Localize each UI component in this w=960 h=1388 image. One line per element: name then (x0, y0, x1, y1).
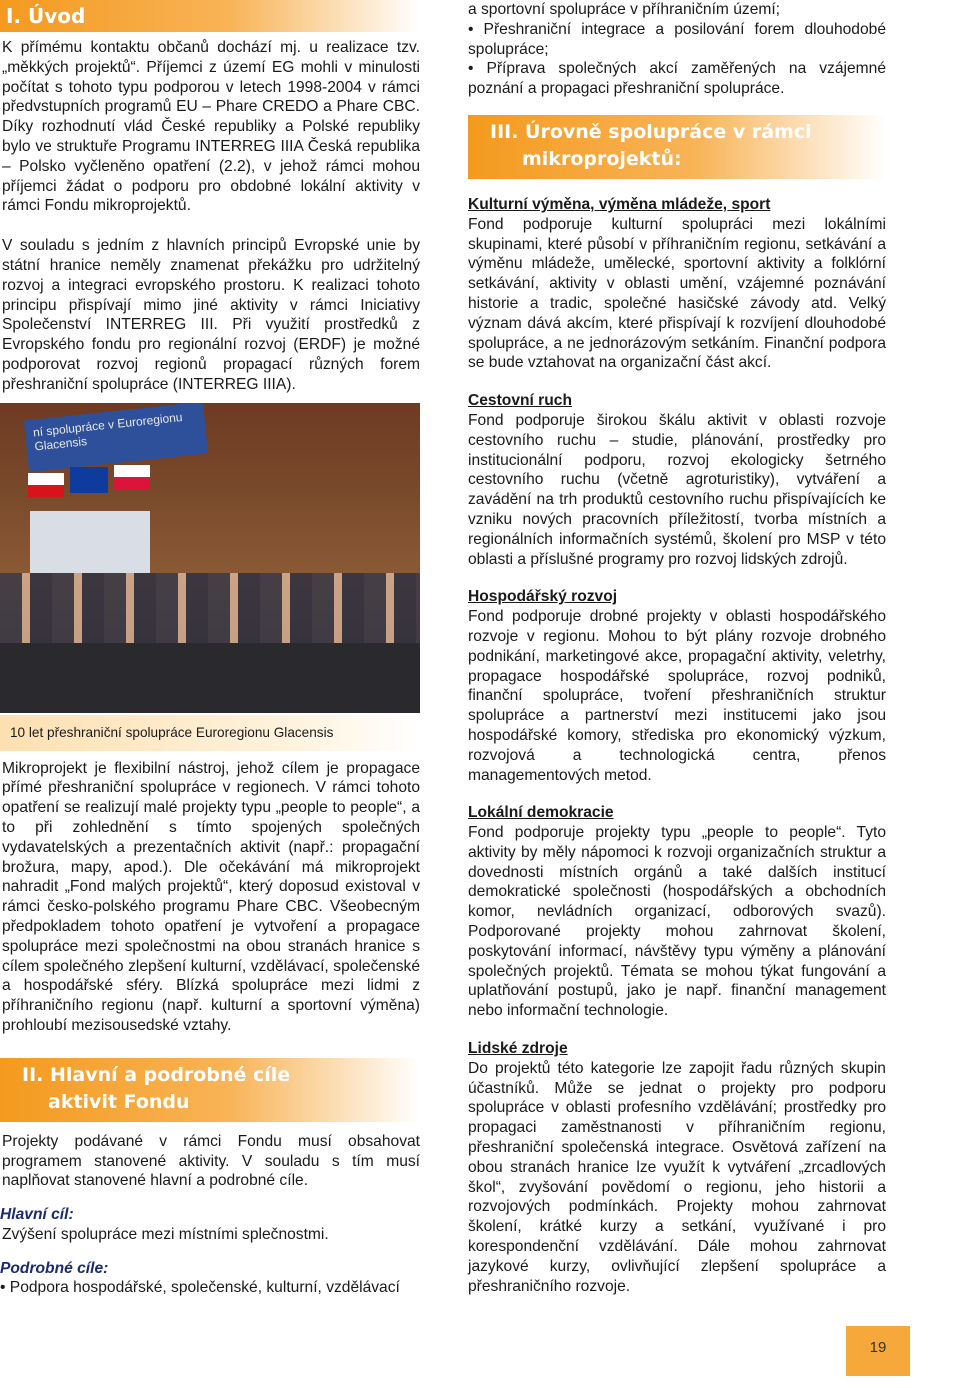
photo-table (0, 643, 420, 713)
sub-goal-item: • Podpora hospodářské, společenské, kulturní, vzdělávací (0, 1279, 400, 1297)
section-heading-band (0, 1058, 420, 1122)
photo-banner: ní spolupráce v Euroregionu Glacensis (24, 403, 208, 472)
conference-photo (0, 403, 420, 713)
main-goal-text: Zvýšení spolupráce mezi místními splečnostmi. (2, 1225, 329, 1243)
main-goal-label: Hlavní cíl: (0, 1206, 74, 1224)
paragraph-democracy: Fond podporuje projekty typu „people to people“. Tyto aktivity by měly nápomoci k rozvoji organizačních struktur a dovednosti místních orgánů a také dalších institucí demokratické společnosti (hospodářských a obchodních komor, nevládních organizací, odborových svazů). Podporované projekty mohou zahrnovat školení, poskytování informací, návštěvy typu výměny a plánování společných projektů. Témata se mohou týkat fungování a uplatňování postupů, jako je např. finanční management nebo informační technologie. (468, 824, 886, 1020)
left-column (0, 0, 420, 1298)
right-column (468, 0, 886, 1296)
eu-flag-icon (70, 467, 108, 493)
intro-paragraph-2: V souladu s jedním z hlavních principů Evropské unie by státní hranice neměly znamenat překážku pro udržitelný rozvoj a integraci evropského prostoru. K realizaci tohoto principu přispívají mimo jiné aktivity v rámci Iniciativy Společenství INTERREG III. Při využití prostředků z Evropského fondu pro regionální rozvoj (ERDF) je možné podporovat rozvoj regionů propagací různých forem přeshraniční spolupráce (INTERREG IIIA). (2, 237, 420, 393)
photo-screen (30, 511, 150, 573)
sub-goals-label: Podrobné cíle: (0, 1259, 109, 1277)
paragraph-culture: Fond podporuje kulturní spolupráci mezi lokálními skupinami, které působí v příhraničním regionu, setkávání a výměnu mládeže, umělecké, sportovní aktivity a folklórní setkávání, aktivity v oblasti umění, vzájemné poznávání historie a tradic, společné hasičské závody atd. Velký význam dává akcím, které přispívají k rozvíjení dlouhodobé spolupráce, a ne jednorázovým setkáním. Finanční podpora se bude vztahovat na organizační část akcí. (468, 215, 886, 372)
microproject-paragraph: Mikroprojekt je flexibilní nástroj, jehož cílem je propagace přímé přeshraniční spolupráce v regionech. V rámci tohoto opatření se realizují malé projekty typu „people to people“, a to při zohlednění s tímto spojených společných vydavatelských a prezentačních aktivit (např.: propagační brožura, mapy, apod.). Dle očekávání má mikroprojekt nahradit „Fond malých projektů“, který doposud existoval v rámci česko-polského programu Phare CBC. Všeobecným předpokladem tohoto opatření je vytvoření a propagace spolupráce mezi společnostmi na obou stranách hranice s cílem společného zlepšení kulturní, vzdělávací, společenské a hospodářské sféry. Blízká spolupráce mezi lidmi z příhraničního regionu (např. kulturní a sportovní výměna) prohloubí mezisousedské vztahy. (2, 759, 420, 1034)
subheading-economy: Hospodářský rozvoj (468, 588, 618, 606)
subheading-human-resources: Lidské zdroje (468, 1040, 568, 1058)
goals-intro-paragraph: Projekty podávané v rámci Fondu musí obsahovat programem stanovené aktivity. V souladu s tím musí naplňovat stanovené hlavní a podrobné cíle. (2, 1132, 420, 1190)
czech-flag-icon (28, 473, 64, 497)
section-heading-band (0, 0, 420, 32)
polish-flag-icon (114, 465, 150, 489)
sub-goal-item: • Příprava společných akcí zaměřených na vzájemné poznání a propagaci přeshraniční spolupráce. (468, 60, 886, 98)
section-title-intro: I. Úvod (6, 4, 86, 28)
subheading-tourism: Cestovní ruch (468, 392, 572, 410)
section-title-levels: III. Úrovně spolupráce v rámci mikroprojektů: (490, 120, 812, 170)
page-number: 19 (846, 1326, 910, 1376)
subheading-democracy: Lokální demokracie (468, 804, 614, 822)
paragraph-human-resources: Do projektů této kategorie lze zapojit řadu různých skupin účastníků. Může se jednat o projekty pro podporu spolupráce v oblasti profesního vzdělávání; prostředky pro propagaci zaměstnanosti v příhraničním regionu, přeshraniční společenská integrace. Osvětová zařízení na obou stranách hranice lze využít k vytváření „zrcadlových škol“, zvyšování povědomí o regionu, jeho historii a rozvojových podmínkách. Projekty mohou zahrnovat školení, krátké kurzy a setkání, využívané i pro korespondenční vzdělávání. Dále mohou zahrnovat jazykové kurzy, ovlivňující zlepšení spolupráce a přeshraničního rozvoje. (468, 1059, 886, 1295)
section-heading-band (468, 115, 886, 179)
section-title-goals: II. Hlavní a podrobné cíle aktivit Fondu (22, 1063, 291, 1113)
intro-paragraph-1: K přímému kontaktu občanů dochází mj. u realizace tzv. „měkkých projektů“. Příjemci z území EG mohli v minulosti počítat s tohoto typu podporou v letech 1998-2004 v rámci předvstupních programů EU – Phare CREDO a Phare CBC. Díky rozhodnutí vlád České republiky a Polské republiky bylo ve struktuře Programu INTERREG IIIA Česká republika – Polsko vyčleněno opatření (2.2), v jehož rámci mohou příjemci žádat o podporu pro obdobné lokální aktivity v rámci Fondu mikroprojektů. (2, 39, 420, 215)
paragraph-economy: Fond podporuje drobné projekty v oblasti hospodářského rozvoje v regionu. Mohou to být plány rozvoje drobného podnikání, marketingové akce, propagační aktivity, veletrhy, propagace hospodářské spolupráce, rozvoj podniků, finanční spolupráce, tvoření přeshraničních struktur spolupráce a partnerství mezi institucemi jako jsou hospodářské komory, střediska pro ekonomický výzkum, rozvojová a technologická centra, přenos managementových metod. (468, 608, 886, 784)
photo-caption: 10 let přeshraniční spolupráce Euroregionu Glacensis (0, 715, 420, 751)
sub-goal-item: • Přeshraniční integrace a posilování forem dlouhodobé spolupráce; (468, 20, 886, 58)
sub-goal-continuation: a sportovní spolupráce v příhraničním území; (468, 1, 781, 18)
subheading-culture: Kulturní výměna, výměna mládeže, sport (468, 195, 771, 213)
paragraph-tourism: Fond podporuje širokou škálu aktivit v oblasti rozvoje cestovního ruchu – studie, plánování, prostředky pro institucionální podporu, rozvoj ekologicky šetrného cestovního ruchu (včetně agroturistiky), vytváření a zavádění na trh produktů cestovního ruchu přispívajících ke vzniku nových pracovních příležitostí, tvorba místních a regionálních informačních systémů, školení pro MSP v této oblasti a příslušné programy pro rozvoj lidských zdrojů. (468, 411, 886, 568)
